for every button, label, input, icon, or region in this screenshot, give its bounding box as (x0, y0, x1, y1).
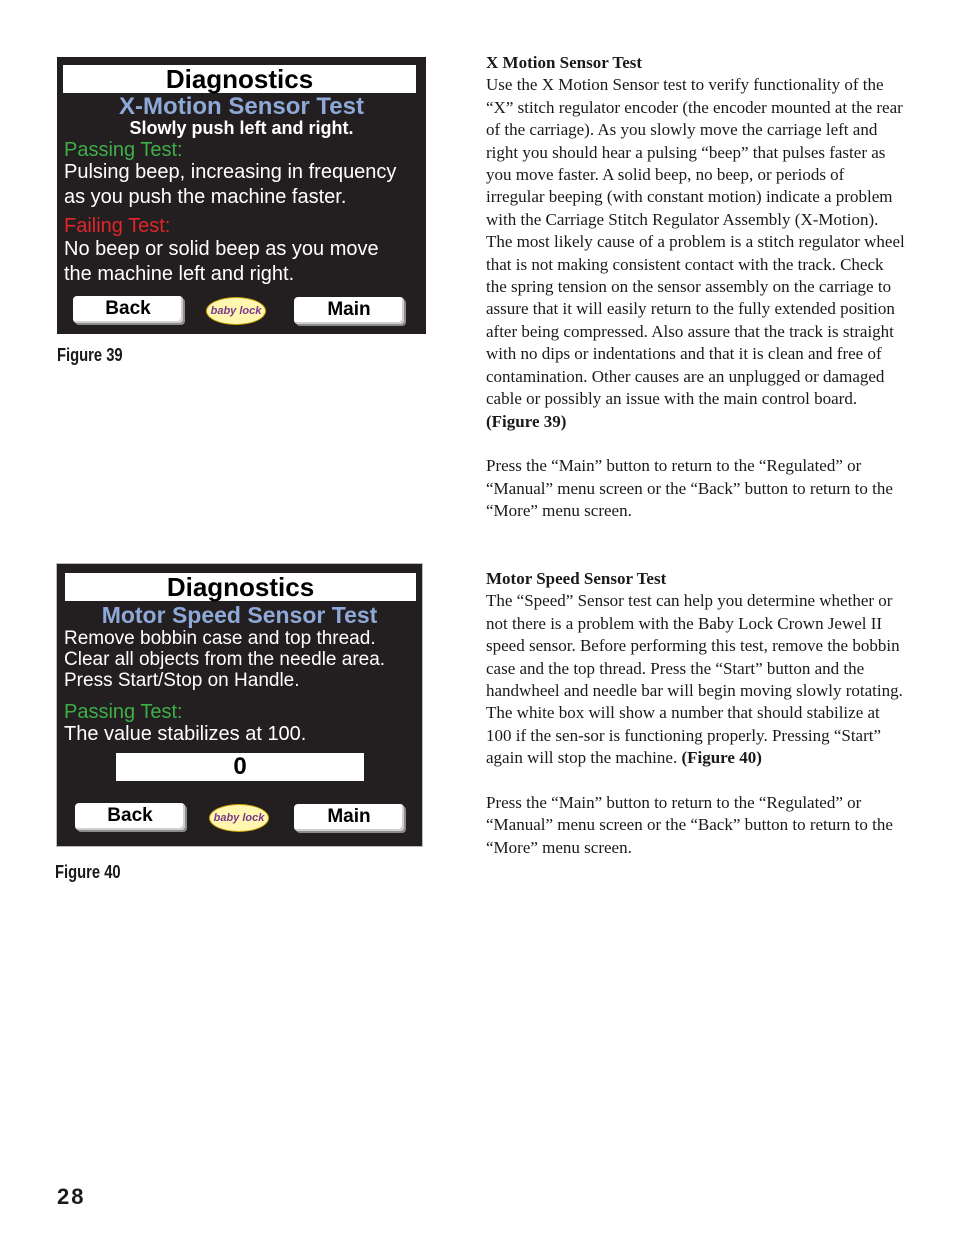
failing-line: No beep or solid beep as you move (64, 238, 379, 260)
passing-line: as you push the machine faster. (64, 186, 347, 208)
x-motion-section (486, 52, 906, 523)
motor-speed-section (486, 568, 906, 859)
passing-label: Passing Test: (64, 139, 183, 161)
body-text: The “Speed” Sensor test can help you determine whether or not there is a problem with the Baby Lock Crown Jewel II speed sensor. Before performing this test, remove the bobbin case and the top thread. Press the “Start” button and the handwheel and needle bar will begin moving slowly rotating. The white box will show a number that should stabilize at 100 if the sen-sor is functioning properly. Pressing “Start” again will stop the machine. (486, 591, 903, 768)
x-motion-sensor-screen (57, 57, 426, 334)
failing-label: Failing Test: (64, 215, 171, 237)
instruction-text: Slowly push left and right. (129, 118, 354, 138)
section-heading: Motor Speed Sensor Test (486, 569, 667, 588)
passing-line: Pulsing beep, increasing in frequency (64, 161, 397, 183)
motor-speed-sensor-screen (56, 563, 423, 847)
figure-caption: Figure 40 (55, 862, 121, 882)
back-button[interactable]: Back (73, 296, 183, 323)
figure-reference: (Figure 39) (486, 411, 567, 431)
screen-subtitle: Motor Speed Sensor Test (101, 602, 378, 628)
back-button[interactable]: Back (75, 803, 185, 830)
speed-value-box: 0 (116, 753, 364, 781)
section-body (486, 590, 906, 769)
figure-reference: (Figure 40) (681, 748, 762, 768)
followup-text: Press the “Main” button to return to the “Regulated” or “Manual” menu screen or the “Back” button to return to the “More” menu screen. (486, 456, 893, 521)
section-heading: X Motion Sensor Test (486, 53, 643, 72)
failing-line: the machine left and right. (64, 263, 295, 285)
instruction-line: Clear all objects from the needle area. (64, 649, 386, 670)
instruction-line: Press Start/Stop on Handle. (64, 670, 300, 691)
instruction-line: Remove bobbin case and top thread. (64, 628, 376, 649)
followup-text: Press the “Main” button to return to the “Regulated” or “Manual” menu screen or the “Back” button to return to the “More” menu screen. (486, 793, 893, 857)
baby-lock-logo: baby lock (209, 804, 269, 832)
screen-subtitle: X-Motion Sensor Test (119, 93, 364, 120)
screen-title: Diagnostics (65, 573, 416, 601)
main-button[interactable]: Main (294, 804, 404, 831)
body-text: Use the X Motion Sensor test to verify functionality of the “X” stitch regulator encoder (the encoder mounted at the rear of the carriage). As you slowly move the carriage left and right you should hear a pulsing “beep” that pulses faster as you move faster. A solid beep, no beep, or periods of irregular beeping (with constant motion) indicate a problem with the Carriage Stitch Regulator Assembly (X-Motion). The most likely cause of a problem is a stitch regulator wheel that is not making consistent contact with the track. Check the spring tension on the sensor assembly on the carriage to assure that it will easily return to the fully extended position after being compressed. Also assure that the track is straight with no dips or indentations and that it is clean and free of contamination. Other causes are an unplugged or damaged cable or possibly an issue with the main control board. (486, 75, 905, 409)
section-body (486, 74, 906, 433)
page-number: 28 (57, 1184, 86, 1209)
passing-label: Passing Test: (64, 701, 183, 723)
screen-title: Diagnostics (63, 65, 416, 93)
figure-caption: Figure 39 (57, 345, 123, 365)
baby-lock-logo: baby lock (206, 297, 266, 325)
passing-text: The value stabilizes at 100. (64, 723, 307, 745)
main-button[interactable]: Main (294, 297, 404, 324)
